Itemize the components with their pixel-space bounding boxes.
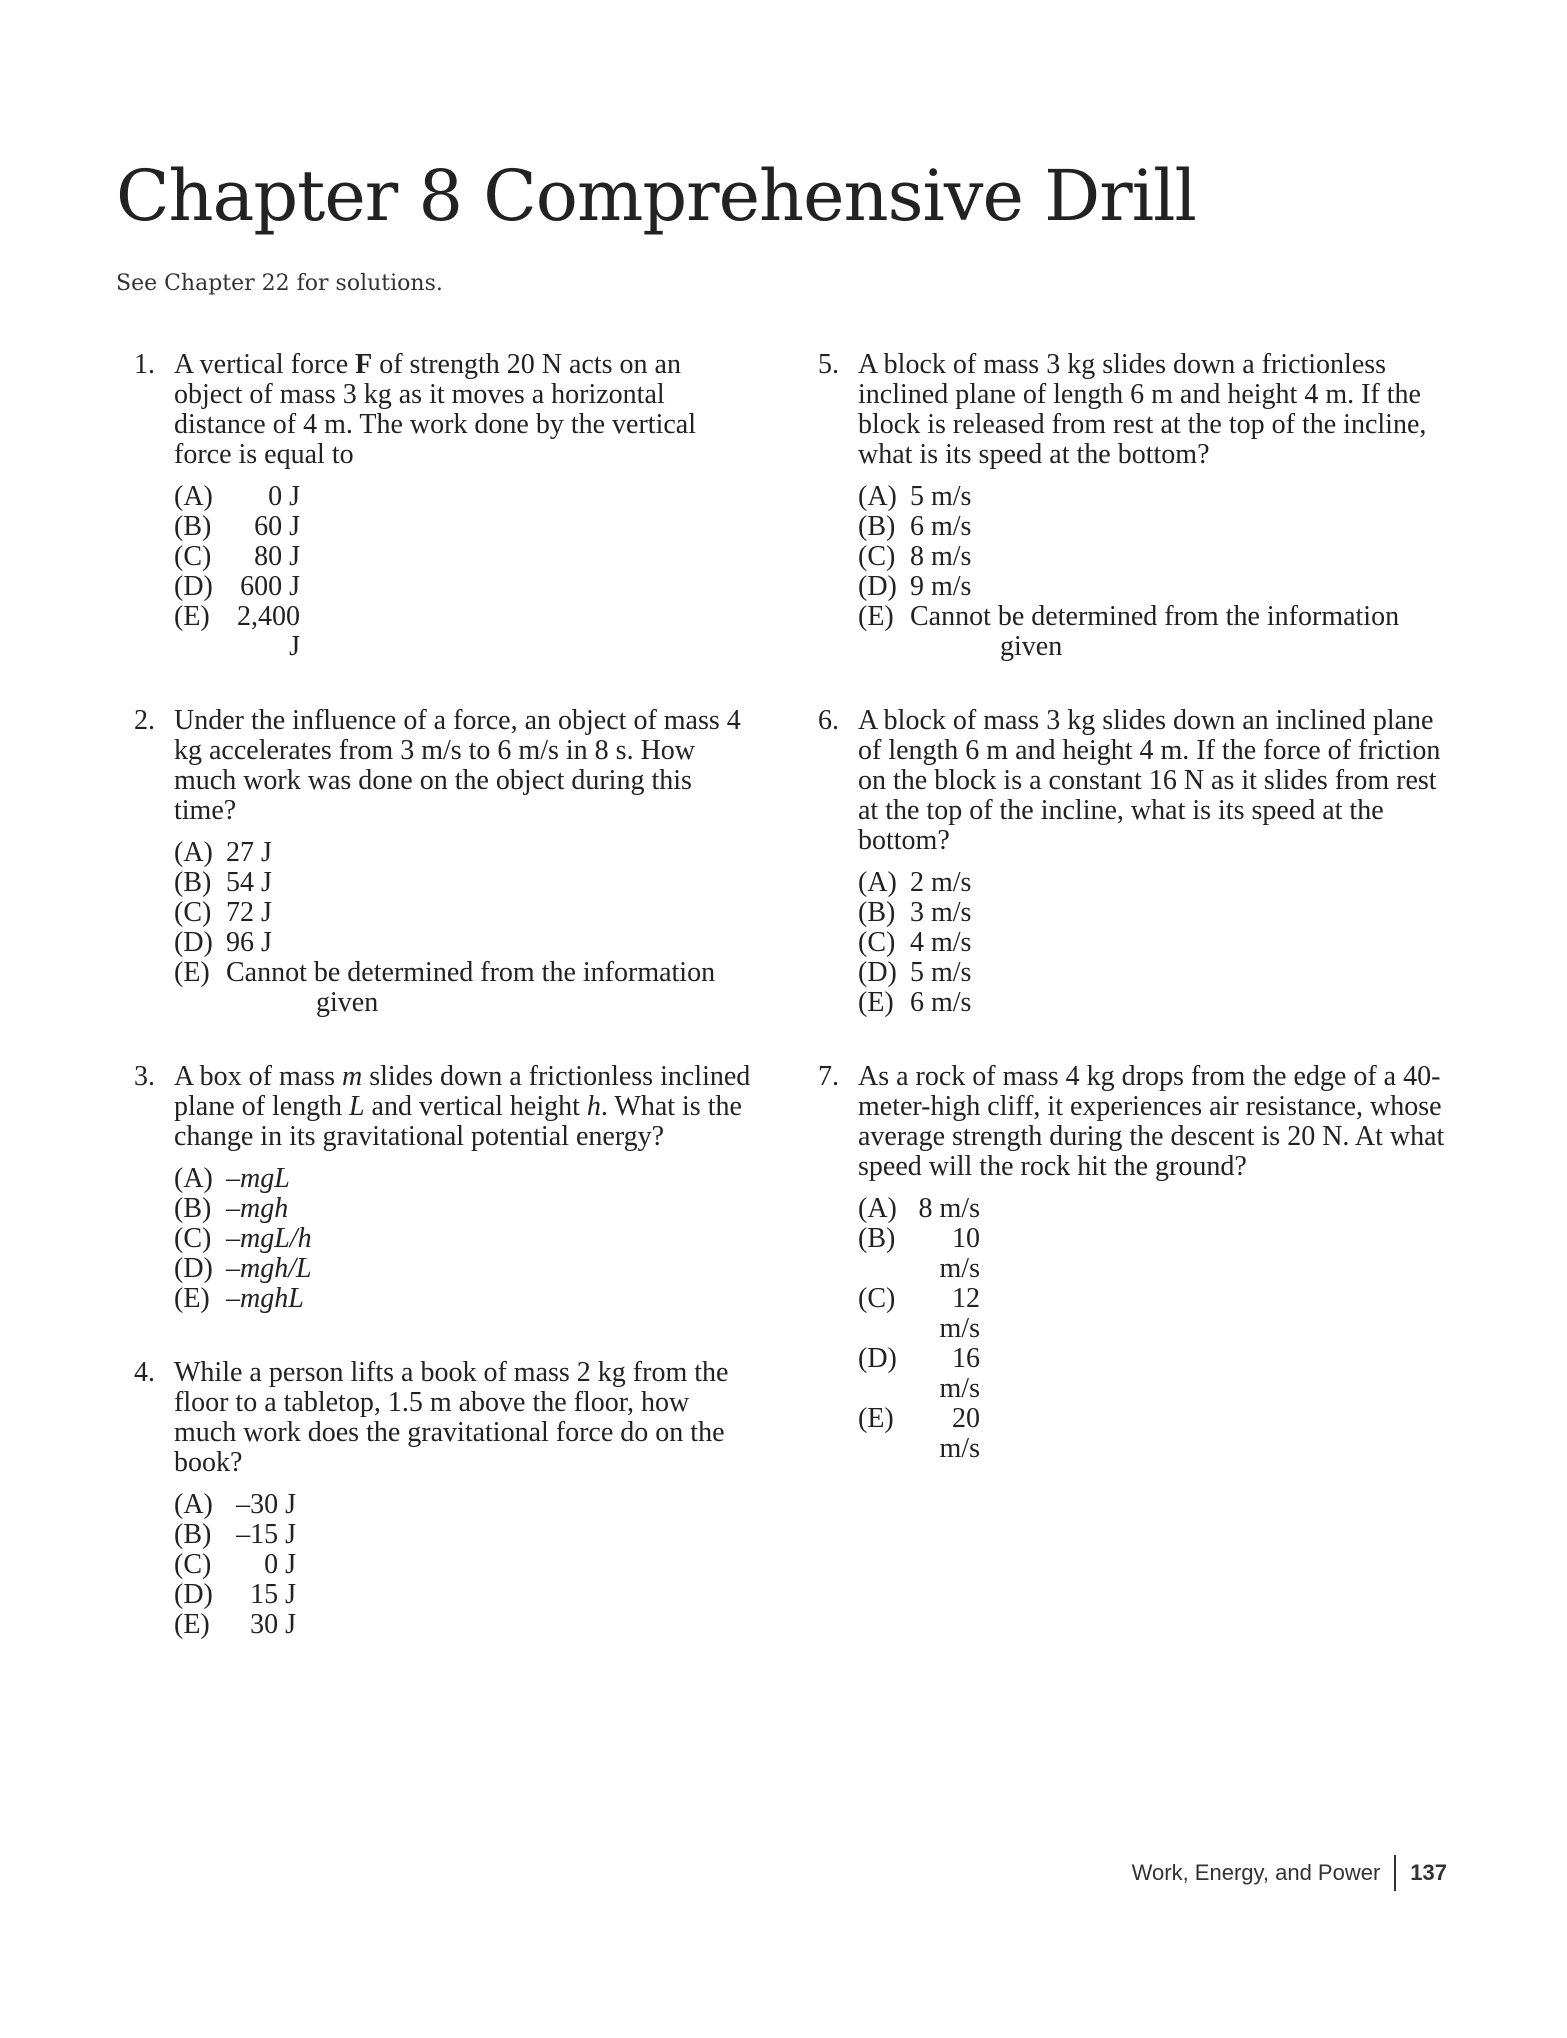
question-number: 7.: [818, 1061, 839, 1092]
question-text: A block of mass 3 kg slides down an inclined plane of length 6 m and height 4 m. If the force of friction on the block is a constant 16 N as it slides from rest at the top of the incline, what is its speed at the bottom?: [858, 705, 1441, 856]
question-text-part: A vertical force: [174, 349, 356, 380]
choice-letter: (D): [858, 957, 897, 988]
choice-letter: (C): [174, 541, 212, 572]
choice-a[interactable]: [858, 1194, 1458, 1224]
choice-text: 8 m/s: [918, 1193, 980, 1224]
choice-b[interactable]: [174, 1194, 754, 1224]
choice-text: –15 J: [236, 1519, 296, 1550]
choice-letter: (C): [858, 1283, 896, 1314]
choice-d[interactable]: [858, 958, 1458, 988]
choice-c[interactable]: [858, 928, 1458, 958]
choice-c[interactable]: [858, 542, 1458, 572]
choice-letter: (D): [174, 1579, 213, 1610]
choice-letter: (B): [174, 1193, 212, 1224]
question-text-part: A box of mass: [174, 1061, 342, 1092]
question-text: As a rock of mass 4 kg drops from the edge of a 40-meter-high cliff, it experiences air resistance, whose average strength during the descent is 20 N. At what speed will the rock hit the ground?: [858, 1061, 1445, 1182]
question-text-part: of strength 20 N acts on an object of mass 3 kg as it moves a horizontal distance of 4 m. The work done by the vertical force is equal to: [174, 349, 696, 470]
choice-text: 6 m/s: [910, 987, 972, 1018]
choice-letter: (D): [858, 571, 897, 602]
question-4: [134, 1358, 754, 1640]
choice-letter: (E): [174, 601, 210, 632]
choice-d[interactable]: [174, 1580, 754, 1610]
choice-letter: (A): [174, 481, 213, 512]
choice-letter: (C): [174, 1549, 212, 1580]
choice-e[interactable]: [858, 602, 1458, 662]
choice-text: 600 J: [240, 571, 300, 602]
choice-letter: (B): [174, 1519, 212, 1550]
answer-choices: [174, 1164, 754, 1314]
choice-letter: (C): [858, 541, 896, 572]
choice-letter: (C): [858, 927, 896, 958]
choice-c[interactable]: [174, 1224, 754, 1254]
choice-letter: (D): [174, 927, 213, 958]
choice-letter: (B): [858, 511, 896, 542]
choice-text: 15 J: [250, 1579, 296, 1610]
choice-text: 5 m/s: [910, 957, 972, 988]
question-text: While a person lifts a book of mass 2 kg from the floor to a tabletop, 1.5 m above the floor, how much work does the gravitational force do on the book?: [174, 1357, 729, 1478]
force-symbol: F: [355, 349, 373, 380]
choice-text: 4 m/s: [910, 927, 972, 958]
right-column: [818, 350, 1458, 1508]
choice-text: 0 J: [264, 1549, 296, 1580]
choice-e[interactable]: [174, 602, 754, 662]
choice-d[interactable]: [174, 572, 754, 602]
answer-choices: [858, 482, 1458, 662]
choice-letter: (E): [858, 1403, 894, 1434]
choice-e[interactable]: [858, 1404, 1458, 1464]
answer-choices: [174, 838, 754, 1018]
question-number: 6.: [818, 705, 839, 736]
choice-text: 72 J: [226, 897, 272, 928]
question-2: [134, 706, 754, 1018]
question-number: 2.: [134, 705, 155, 736]
choice-letter: (A): [858, 867, 897, 898]
question-text: Under the influence of a force, an object of mass 4 kg accelerates from 3 m/s to 6 m/s in 8 s. How much work was done on the object during this time?: [174, 705, 741, 826]
choice-text: 20 m/s: [939, 1403, 980, 1464]
left-column: [134, 350, 754, 1684]
choice-b[interactable]: [858, 1224, 1458, 1284]
question-text-part: slides down a frictionless inclined plane of length: [174, 1061, 751, 1122]
choice-d[interactable]: [174, 1254, 754, 1284]
choice-text: 5 m/s: [910, 481, 972, 512]
height-symbol: h: [586, 1091, 601, 1122]
choice-a[interactable]: [858, 482, 1458, 512]
choice-letter: (E): [174, 1283, 210, 1314]
choice-text: –mgL: [226, 1163, 290, 1194]
choice-text: 2 m/s: [910, 867, 972, 898]
page-title: Chapter 8 Comprehensive Drill: [116, 155, 1196, 237]
choice-text: 2,400 J: [237, 601, 300, 662]
choice-b[interactable]: [174, 1520, 754, 1550]
question-number: 5.: [818, 349, 839, 380]
question-text: A block of mass 3 kg slides down a frictionless inclined plane of length 6 m and height 4 m. If the block is released from rest at the top of the incline, what is its speed at the bottom?: [858, 349, 1427, 470]
choice-text: 10 m/s: [939, 1223, 980, 1284]
choice-e[interactable]: [174, 1284, 754, 1314]
choice-text: –mgL/h: [226, 1223, 312, 1254]
choice-letter: (A): [858, 1193, 897, 1224]
question-text-part: . What is the change in its gravitational potential energy?: [174, 1091, 742, 1152]
choice-text: –30 J: [236, 1489, 296, 1520]
choice-letter: (A): [174, 1163, 213, 1194]
choice-text: –mghL: [226, 1283, 304, 1314]
choice-e[interactable]: [858, 988, 1458, 1018]
choice-text-continuation: given: [1000, 631, 1063, 662]
choice-letter: (A): [174, 837, 213, 868]
question-7: [818, 1062, 1458, 1464]
choice-text: –mgh/L: [226, 1253, 312, 1284]
choice-letter: (A): [858, 481, 897, 512]
footer-divider: [1394, 1855, 1396, 1891]
mass-symbol: m: [342, 1061, 363, 1092]
choice-d[interactable]: [174, 928, 754, 958]
question-3: [134, 1062, 754, 1314]
choice-text-line: Cannot be determined from the information: [910, 601, 1400, 632]
choice-text: [910, 602, 1458, 662]
page-subtitle: See Chapter 22 for solutions.: [116, 271, 443, 296]
choice-b[interactable]: [174, 868, 754, 898]
choice-text: –mgh: [226, 1193, 289, 1224]
choice-letter: (B): [174, 511, 212, 542]
choice-c[interactable]: [174, 1550, 754, 1580]
answer-choices: [858, 1194, 1458, 1464]
answer-choices: [858, 868, 1458, 1018]
choice-d[interactable]: [858, 1344, 1458, 1404]
choice-letter: (B): [858, 1223, 896, 1254]
choice-letter: (D): [174, 571, 213, 602]
choice-letter: (D): [858, 1343, 897, 1374]
choice-b[interactable]: [858, 898, 1458, 928]
choice-letter: (B): [174, 867, 212, 898]
choice-text: 54 J: [226, 867, 272, 898]
choice-letter: (C): [174, 897, 212, 928]
answer-choices: [174, 482, 754, 662]
question-number: 1.: [134, 349, 155, 380]
choice-text: 30 J: [250, 1609, 296, 1640]
choice-e[interactable]: [174, 958, 754, 1018]
choice-a[interactable]: [174, 1164, 754, 1194]
choice-a[interactable]: [858, 868, 1458, 898]
question-text: [174, 350, 754, 470]
choice-text: 27 J: [226, 837, 272, 868]
choice-e[interactable]: [174, 1610, 754, 1640]
choice-letter: (E): [174, 957, 210, 988]
choice-letter: (E): [174, 1609, 210, 1640]
choice-c[interactable]: [174, 898, 754, 928]
choice-text: 8 m/s: [910, 541, 972, 572]
question-number: 4.: [134, 1357, 155, 1388]
question-5: [818, 350, 1458, 662]
choice-text-continuation: given: [316, 987, 379, 1018]
question-6: [818, 706, 1458, 1018]
choice-a[interactable]: [174, 482, 754, 512]
answer-choices: [174, 1490, 754, 1640]
choice-letter: (E): [858, 601, 894, 632]
choice-d[interactable]: [858, 572, 1458, 602]
choice-text: 80 J: [254, 541, 300, 572]
page-number: 137: [1410, 1860, 1447, 1885]
question-text: [174, 1062, 754, 1152]
choice-text: 60 J: [254, 511, 300, 542]
footer-section-title: Work, Energy, and Power: [1131, 1860, 1381, 1885]
choice-letter: (A): [174, 1489, 213, 1520]
choice-text: 96 J: [226, 927, 272, 958]
choice-text: [226, 958, 754, 1018]
choice-b[interactable]: [858, 512, 1458, 542]
choice-a[interactable]: [174, 1490, 754, 1520]
choice-text-line: Cannot be determined from the information: [226, 957, 716, 988]
question-text-part: and vertical height: [364, 1091, 587, 1122]
choice-letter: (D): [174, 1253, 213, 1284]
choice-c[interactable]: [858, 1284, 1458, 1344]
choice-text: 16 m/s: [939, 1343, 980, 1404]
choice-letter: (E): [858, 987, 894, 1018]
choice-b[interactable]: [174, 512, 754, 542]
choice-text: 3 m/s: [910, 897, 972, 928]
choice-letter: (C): [174, 1223, 212, 1254]
question-1: [134, 350, 754, 662]
choice-text: 9 m/s: [910, 571, 972, 602]
choice-text: 12 m/s: [939, 1283, 980, 1344]
question-number: 3.: [134, 1061, 155, 1092]
choice-c[interactable]: [174, 542, 754, 572]
choice-letter: (B): [858, 897, 896, 928]
length-symbol: L: [348, 1091, 365, 1122]
page-footer: [1132, 1855, 1447, 1891]
choice-text: 0 J: [268, 481, 300, 512]
choice-text: 6 m/s: [910, 511, 972, 542]
choice-a[interactable]: [174, 838, 754, 868]
